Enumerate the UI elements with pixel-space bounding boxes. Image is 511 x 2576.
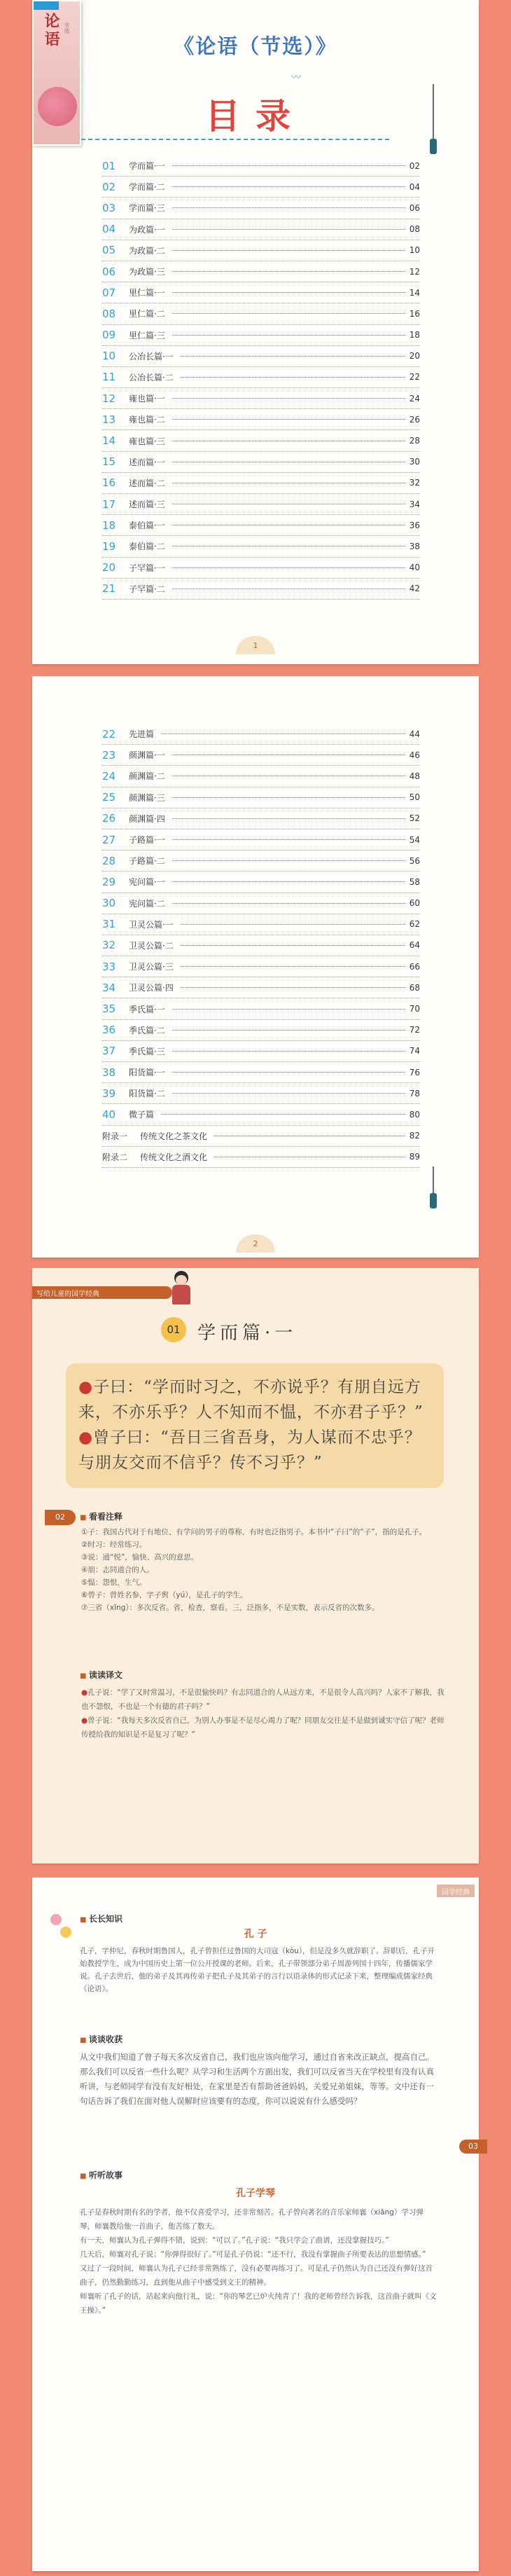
story-title: 孔子学琴: [236, 2188, 275, 2199]
cover-title: 论语: [42, 13, 60, 49]
harvest-text: 从文中我们知道了曾子每天多次反省自己，我们也应该向他学习，通过自省来改正缺点，提高自己。那么我们可以反省一些什么呢？从学习和生活两个方面出发，我们可以反省当天在学校里有没有认真听讲，与老师同学有没有友好相处，在家里是否有帮助爸爸妈妈，关爱兄弟姐妹，等等。文中还有一句话告诉了我们在面对他人误解时应该要有的态度，你可以说说有什么感受吗？: [80, 2052, 434, 2106]
toc-item-number: 23: [102, 748, 116, 762]
toc-item-number: 40: [102, 1108, 116, 1121]
lesson-page: [32, 1268, 479, 1864]
toc-item[interactable]: [102, 977, 420, 998]
toc-item-page: 18: [409, 330, 420, 340]
toc-leader-dots: [172, 398, 405, 399]
toc-item[interactable]: [102, 956, 420, 977]
translation-item: ●曾子说：“我每天多次反省自己，为别人办事是不是尽心竭力了呢？同朋友交往是不是做到诚实守信了呢？老师传授给我的知识是不是复习了呢？”: [81, 1716, 444, 1739]
toc-item-number: 28: [102, 854, 116, 867]
toc-item-title: 颜渊篇·二: [129, 771, 165, 782]
knowledge-text: 孔子，字仲尼，春秋时期鲁国人，孔子曾担任过鲁国的大司寇（kòu），但是没多久就辞职了。辞职后，孔子开始教授学生，成为中国历史上第一位公开授课的老师。后来，孔子带领部分弟子周游列国十四年，传播儒家学说。孔子去世后，他的弟子及其再传弟子把孔子及其弟子的言行以语录体的形式记录下来，整理编成儒家经典《论语》。: [80, 1947, 435, 1993]
toc-item-number: 04: [102, 223, 116, 236]
toc-item[interactable]: [102, 745, 420, 766]
toc-item-title: 为政篇·一: [129, 224, 165, 235]
flower-decoration-icon: [60, 1927, 71, 1938]
toc-item-page: 78: [409, 1088, 420, 1098]
classic-text-box: [66, 1363, 444, 1488]
toc-leader-dots: [172, 1093, 405, 1094]
toc-item-number: 24: [102, 769, 116, 783]
story-paragraph: 孔子是春秋时期有名的学者，他不仅喜爱学习，还非常刻苦。孔子曾向著名的音乐家师襄（xiāng）学习弹琴，师襄教给他一首曲子，他苦练了数天。: [80, 2208, 424, 2231]
toc-item-number: 17: [102, 497, 116, 511]
toc-item-title: 阳货篇·一: [129, 1068, 165, 1078]
toc-heading: 目录: [205, 95, 306, 137]
toc-item[interactable]: [102, 998, 420, 1019]
toc-item-page: 52: [409, 813, 420, 824]
toc-item[interactable]: [102, 473, 420, 494]
toc-leader-dots: [172, 292, 405, 293]
toc-item-title: 先进篇: [129, 729, 155, 740]
lesson-number-badge: 01: [161, 1317, 186, 1342]
toc-item-number: 18: [102, 518, 116, 532]
toc-item-title: 卫灵公篇·二: [129, 940, 174, 951]
story-paragraph: 几天后，师襄对孔子说：“你弹得很好了。”可是孔子仍说：“还不行，我没有掌握曲子所要表达的思想情感。”: [80, 2250, 426, 2259]
toc-item-page: 76: [409, 1067, 420, 1077]
lantern-string: [433, 1166, 434, 1194]
toc-item-title: 卫灵公篇·四: [129, 983, 174, 993]
toc-item-title: 里仁篇·二: [129, 309, 165, 319]
toc-item-number: 03: [102, 201, 116, 214]
toc-item[interactable]: [102, 808, 420, 829]
toc-item-title: 雍也篇·三: [129, 436, 165, 446]
toc-item[interactable]: [102, 536, 420, 557]
toc-item-page: 62: [409, 919, 420, 930]
toc-leader-dots: [172, 335, 405, 336]
section-translation-heading: ■ 读读译文: [80, 1669, 122, 1681]
toc-item-title: 为政篇·二: [129, 245, 165, 256]
toc-item-title: 为政篇·三: [129, 267, 165, 277]
toc-item[interactable]: [102, 724, 420, 745]
story-paragraph: 又过了一段时间，师襄认为孔子已经非常熟练了，没有必要再练习了。可是孔子仍然认为自己还没有弹好这首曲子，仍然勤勤练习，直到他从曲子中感受到文王的精神。: [80, 2264, 433, 2287]
toc-item-number: 06: [102, 265, 116, 278]
toc-item-page: 32: [409, 478, 420, 488]
toc-item-number: 39: [102, 1087, 116, 1100]
toc-item-number: 08: [102, 307, 116, 320]
toc-item-page: 72: [409, 1025, 420, 1035]
bird-decoration-icon: 〰: [291, 72, 301, 83]
toc-item[interactable]: [102, 430, 420, 451]
toc-item-page: 12: [409, 266, 420, 277]
toc-item-title: 泰伯篇·二: [129, 542, 165, 552]
lantern-icon: [430, 139, 437, 154]
toc-item[interactable]: [102, 1041, 420, 1062]
toc-item[interactable]: [102, 558, 420, 579]
toc-leader-dots: [172, 839, 405, 840]
toc-item-page: 66: [409, 961, 420, 972]
toc-item-page: 34: [409, 499, 420, 509]
toc-leader-dots: [172, 313, 405, 314]
toc-item-number: 20: [102, 561, 116, 574]
classic-passage-1: ●子曰：“学而时习之，不亦说乎？有朋自远方来，不亦乐乎？人不知而不愠，不亦君子乎？”: [78, 1378, 424, 1421]
toc-item[interactable]: [102, 893, 420, 914]
toc-item-number: 29: [102, 875, 116, 888]
toc-item-number: 16: [102, 476, 116, 490]
cover-subtitle: 节选: [64, 22, 70, 34]
series-badge: 国学经典: [437, 1885, 475, 1897]
toc-item-title: 学而篇·一: [129, 161, 165, 172]
toc-item-page: 16: [409, 308, 420, 319]
toc-item-number: 38: [102, 1066, 116, 1079]
toc-leader-dots: [181, 377, 405, 378]
toc-leader-dots: [172, 1009, 405, 1010]
toc-item-title: 传统文化之酒文化: [140, 1152, 208, 1162]
toc-item-page: 06: [409, 202, 420, 213]
toc-item-title: 子路篇·一: [129, 835, 165, 846]
toc-item-title: 里仁篇·一: [129, 288, 165, 298]
toc-item-number: 33: [102, 960, 116, 973]
toc-item-page: 89: [409, 1152, 420, 1162]
toc-item-number: 附录二: [102, 1152, 128, 1162]
toc-item-number: 36: [102, 1024, 116, 1037]
toc-item[interactable]: [102, 409, 420, 430]
page-number: 02: [45, 1510, 76, 1525]
series-banner: 写给儿童的国学经典: [32, 1286, 172, 1299]
toc-item[interactable]: [102, 1062, 420, 1083]
toc-item-title: 子罕篇·二: [129, 584, 165, 594]
toc-item[interactable]: [102, 829, 420, 850]
toc-item-title: 颜渊篇·三: [129, 792, 165, 803]
toc-item-page: 60: [409, 898, 420, 909]
toc-item-title: 公冶长篇·二: [129, 372, 174, 383]
toc-item-number: 10: [102, 350, 116, 363]
toc-item[interactable]: [102, 156, 420, 177]
toc-leader-dots: [172, 567, 405, 568]
toc-item-page: 24: [409, 393, 420, 404]
translation-block: [81, 1686, 445, 1742]
toc-leader-dots: [181, 945, 405, 946]
note-item: ②时习：经常练习。: [81, 1541, 147, 1549]
toc-item[interactable]: [102, 1083, 420, 1104]
toc-item[interactable]: [102, 198, 420, 219]
toc-item-title: 里仁篇·三: [129, 330, 165, 340]
toc-leader-dots: [172, 881, 405, 882]
toc-item-page: 10: [409, 245, 420, 256]
toc-list: [102, 156, 420, 600]
toc-leader-dots: [172, 207, 405, 208]
toc-item[interactable]: [102, 303, 420, 324]
toc-leader-dots: [181, 356, 405, 357]
notes-block: [81, 1526, 445, 1614]
toc-item-page: 80: [409, 1109, 420, 1120]
toc-item[interactable]: [102, 579, 420, 600]
note-item: ⑥曾子：曾姓名参，字子舆（yú），是孔子的学生。: [81, 1591, 248, 1599]
toc-item[interactable]: [102, 388, 420, 409]
toc-item-page: 04: [409, 181, 420, 192]
title-divider: [81, 139, 389, 140]
cover-badge: [34, 1, 59, 10]
section-story-heading: ■ 听听故事: [80, 2169, 122, 2181]
toc-leader-dots: [172, 1072, 405, 1073]
toc-item[interactable]: [102, 177, 420, 198]
toc-item[interactable]: [102, 367, 420, 388]
toc-leader-dots: [172, 588, 405, 589]
toc-item-title: 季氏篇·一: [129, 1004, 165, 1014]
toc-item-page: 22: [409, 372, 420, 383]
lantern-icon: [430, 1193, 437, 1208]
toc-item-number: 05: [102, 244, 116, 257]
toc-item-title: 季氏篇·二: [129, 1025, 165, 1035]
toc-leader-dots: [172, 250, 405, 251]
toc-leader-dots: [172, 1030, 405, 1031]
toc-item-number: 19: [102, 539, 116, 553]
toc-item-page: 48: [409, 771, 420, 781]
toc-item-page: 68: [409, 982, 420, 993]
note-item: ③说：通“悦”，愉快、高兴的意思。: [81, 1553, 199, 1562]
toc-item[interactable]: [102, 872, 420, 893]
toc-item[interactable]: [102, 1126, 420, 1147]
toc-item[interactable]: [102, 1104, 420, 1125]
toc-item-page: 08: [409, 224, 420, 235]
toc-item-page: 38: [409, 541, 420, 551]
toc-item[interactable]: [102, 1020, 420, 1041]
toc-item[interactable]: [102, 282, 420, 303]
toc-item-title: 传统文化之茶文化: [140, 1131, 208, 1141]
toc-item-page: 36: [409, 520, 420, 530]
toc-item-title: 述而篇·三: [129, 500, 165, 510]
toc-page-2: [32, 676, 479, 1258]
story-paragraph: 师襄听了孔子的话，站起来向他行礼，说：“你的琴艺已炉火纯青了！我的老师曾经告诉我，这首曲子就叫《文王操》。”: [80, 2292, 437, 2315]
toc-item-number: 01: [102, 159, 116, 172]
toc-item-title: 宪问篇·二: [129, 898, 165, 909]
toc-item-title: 子罕篇·一: [129, 563, 165, 573]
toc-leader-dots: [172, 165, 405, 166]
section-notes-heading: ■ 看看注释: [80, 1510, 122, 1522]
toc-item-number: 35: [102, 1003, 116, 1016]
lesson-title: 学而篇·一: [197, 1323, 298, 1344]
toc-leader-dots: [172, 271, 405, 272]
toc-item[interactable]: [102, 219, 420, 240]
toc-leader-dots: [172, 797, 405, 798]
toc-item-page: 74: [409, 1046, 420, 1056]
toc-leader-dots: [161, 733, 405, 734]
page-number: 03: [459, 2140, 487, 2154]
note-item: ④朋：志同道合的人。: [81, 1566, 154, 1574]
story-paragraph: 有一天，师襄认为孔子弹得不错，说到：“可以了。”孔子说：“我只学会了曲谱，还没掌握技巧。”: [80, 2236, 389, 2245]
toc-item-number: 31: [102, 918, 116, 931]
toc-item-page: 44: [409, 729, 420, 739]
toc-item[interactable]: [102, 935, 420, 956]
toc-item[interactable]: [102, 452, 420, 473]
translation-item: ●孔子说：“学了又时常温习，不是很愉快吗？有志同道合的人从远方来，不是很令人高兴吗？人家不了解我，我也不怨恨，不也是一个有德的君子吗？”: [81, 1688, 444, 1711]
toc-item[interactable]: [102, 515, 420, 536]
toc-item[interactable]: [102, 914, 420, 935]
toc-item-number: 37: [102, 1045, 116, 1058]
toc-item-number: 27: [102, 833, 116, 846]
toc-item-number: 07: [102, 286, 116, 299]
toc-item[interactable]: [102, 1147, 420, 1168]
page-number: 2: [236, 1234, 275, 1253]
toc-item-number: 25: [102, 791, 116, 804]
toc-item-number: 15: [102, 455, 116, 469]
note-item: ⑦三省（xǐng）：多次反省。省，检查，察看。三，泛指多，不是实数，表示反省的次数多。: [81, 1604, 379, 1612]
toc-item-number: 09: [102, 329, 116, 342]
toc-item-title: 泰伯篇·一: [129, 521, 165, 531]
lantern-string: [433, 84, 434, 140]
toc-item-title: 子路篇·二: [129, 856, 165, 867]
knowledge-title: 孔 子: [244, 1929, 267, 1940]
toc-item-page: 64: [409, 940, 420, 951]
toc-item-title: 颜渊篇·四: [129, 813, 165, 824]
page-number: 1: [236, 636, 275, 654]
toc-item-number: 34: [102, 981, 116, 994]
toc-item-page: 40: [409, 563, 420, 573]
toc-leader-dots: [172, 186, 405, 187]
toc-item-number: 30: [102, 897, 116, 910]
toc-item[interactable]: [102, 787, 420, 808]
toc-leader-dots: [172, 419, 405, 420]
toc-item-title: 季氏篇·三: [129, 1046, 165, 1056]
note-item: ⑤愠：怨恨，生气。: [81, 1578, 147, 1587]
toc-item-number: 26: [102, 812, 116, 825]
toc-item-title: 阳货篇·二: [129, 1089, 165, 1099]
toc-item-number: 12: [102, 392, 116, 405]
toc-item-title: 雍也篇·一: [129, 394, 165, 404]
toc-page-1: [32, 0, 479, 664]
toc-item-title: 宪问篇·一: [129, 877, 165, 888]
toc-item-number: 11: [102, 371, 116, 384]
toc-item-number: 22: [102, 727, 116, 741]
note-item: ①子：我国古代对于有地位、有学问的男子的尊称，有时也泛指男子。本书中“子曰”的“子”，指的是孔子。: [81, 1528, 427, 1536]
toc-leader-dots: [172, 229, 405, 230]
section-knowledge-heading: ■ 长长知识: [80, 1913, 122, 1924]
toc-item-page: 58: [409, 876, 420, 887]
toc-item[interactable]: [102, 240, 420, 261]
toc-item-page: 26: [409, 414, 420, 425]
toc-item-title: 学而篇·二: [129, 182, 165, 193]
toc-item-title: 学而篇·三: [129, 203, 165, 214]
toc-item-page: 30: [409, 457, 420, 467]
toc-leader-dots: [172, 860, 405, 861]
toc-item-page: 50: [409, 792, 420, 803]
toc-item-page: 42: [409, 584, 420, 594]
classic-passage-2: ●曾子曰：“吾日三省吾身，为人谋而不忠乎？与朋友交而不信乎？传不习乎？”: [78, 1428, 421, 1472]
toc-item[interactable]: [102, 325, 420, 346]
toc-item-number: 02: [102, 180, 116, 193]
toc-item-title: 述而篇·二: [129, 478, 165, 488]
toc-leader-dots: [181, 987, 405, 988]
toc-item[interactable]: [102, 494, 420, 515]
toc-item-number: 13: [102, 413, 116, 426]
toc-item[interactable]: [102, 346, 420, 367]
toc-leader-dots: [172, 1051, 405, 1052]
flower-decoration-icon: [50, 1914, 62, 1925]
toc-item-number: 32: [102, 939, 116, 952]
toc-item-page: 56: [409, 855, 420, 866]
toc-item-title: 公冶长篇·一: [129, 351, 174, 361]
toc-item-page: 54: [409, 834, 420, 845]
toc-item-page: 02: [409, 160, 420, 171]
toc-item-number: 21: [102, 582, 116, 595]
toc-item-title: 雍也篇·二: [129, 415, 165, 425]
toc-item[interactable]: [102, 850, 420, 872]
toc-leader-dots: [161, 1114, 405, 1115]
toc-item-page: 28: [409, 436, 420, 446]
girl-illustration: [168, 1271, 195, 1307]
lesson-extra-page: [32, 1878, 479, 2571]
toc-leader-dots: [172, 903, 405, 904]
toc-leader-dots: [181, 924, 405, 925]
toc-item-title: 卫灵公篇·三: [129, 962, 174, 972]
section-harvest-heading: ■ 谈谈收获: [80, 2033, 122, 2045]
toc-item[interactable]: [102, 766, 420, 787]
toc-item-page: 46: [409, 750, 420, 760]
toc-leader-dots: [181, 966, 405, 967]
toc-item[interactable]: [102, 261, 420, 282]
book-title: 《论语（节选）》: [174, 34, 337, 58]
toc-item-page: 14: [409, 287, 420, 298]
toc-item-title: 述而篇·一: [129, 457, 165, 467]
toc-item-page: 82: [409, 1131, 420, 1141]
toc-item-title: 颜渊篇·一: [129, 750, 165, 761]
toc-item-number: 附录一: [102, 1131, 128, 1141]
toc-item-page: 20: [409, 351, 420, 361]
toc-item-title: 卫灵公篇·一: [129, 919, 174, 930]
toc-list: [102, 724, 420, 1168]
toc-item-page: 70: [409, 1004, 420, 1014]
toc-item-title: 微子篇: [129, 1110, 155, 1120]
toc-item-number: 14: [102, 434, 116, 448]
story-text: [80, 2205, 437, 2317]
toc-leader-dots: [172, 818, 405, 819]
